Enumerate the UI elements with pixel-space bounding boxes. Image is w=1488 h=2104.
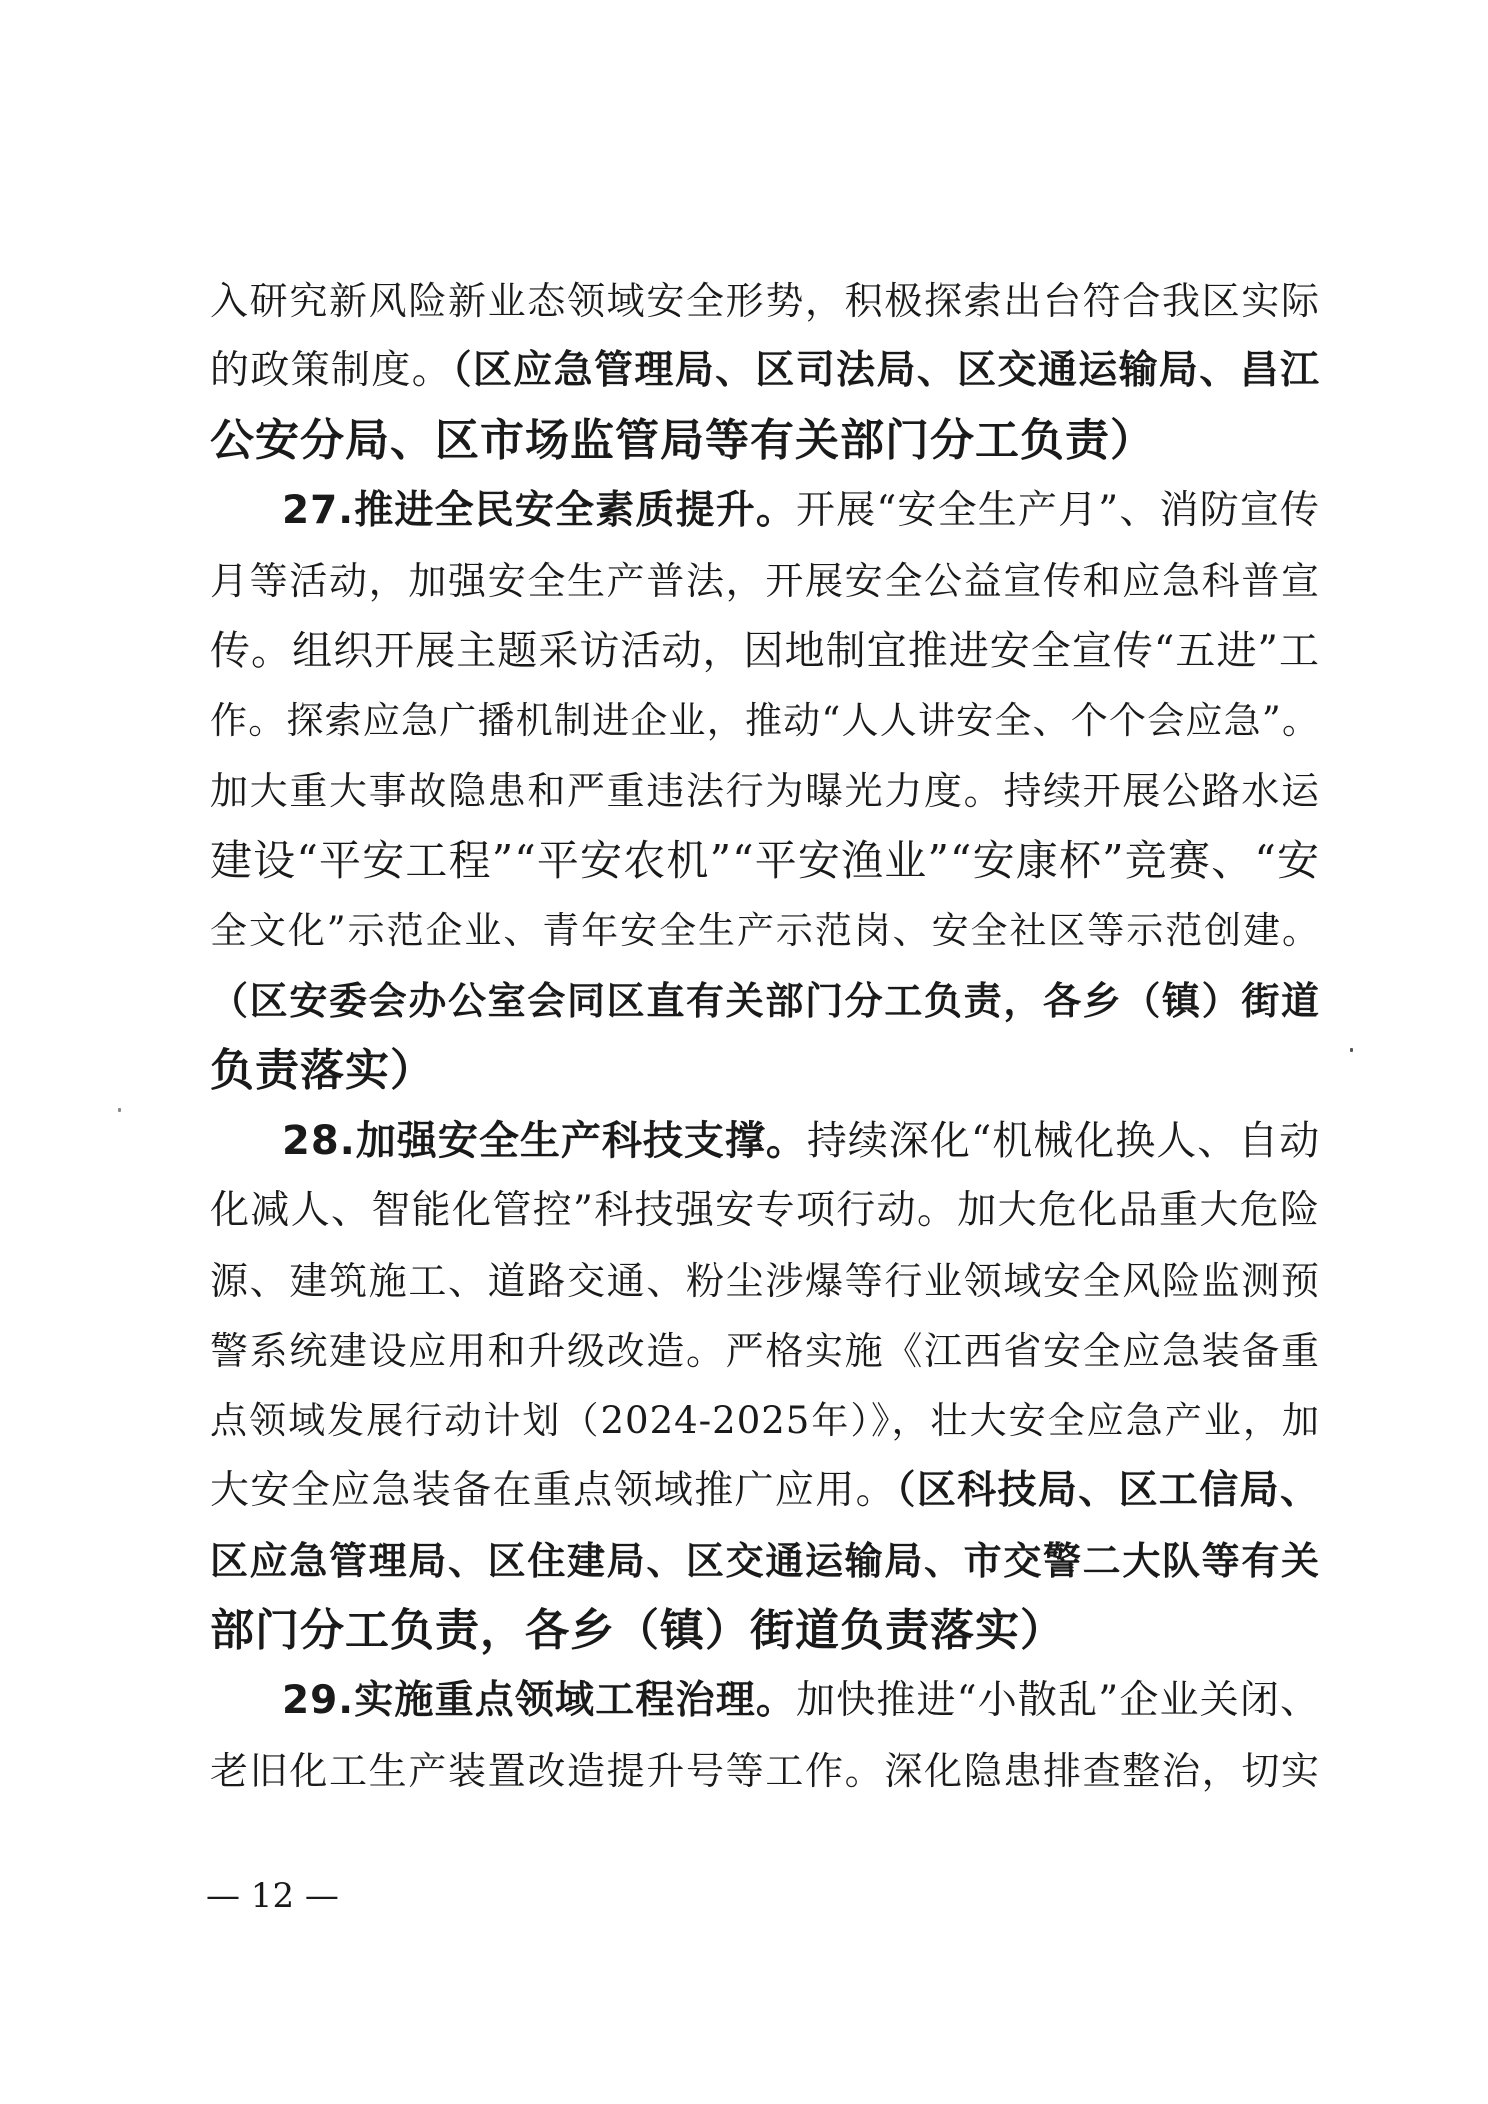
text-line <box>210 831 1320 891</box>
text-segment: 作。探索应急广播机制进企业，推动“人人讲安全、个个会应急”。 <box>210 699 1320 742</box>
text-segment: 月等活动，加强安全生产普法，开展安全公益宣传和应急科普宣 <box>210 559 1320 603</box>
text-line <box>210 971 1320 1031</box>
text-segment: 点领域发展行动计划（2024-2025年）》，壮大安全应急产业，加 <box>210 1399 1320 1442</box>
text-segment: 化减人、智能化管控”科技强安专项行动。加大危化品重大危险 <box>210 1188 1320 1233</box>
item-heading: 29.实施重点领域工程治理。 <box>282 1678 797 1723</box>
text-line <box>282 481 1320 541</box>
text-segment: 警系统建设应用和升级改造。严格实施《江西省安全应急装备重 <box>210 1329 1320 1373</box>
text-line <box>210 1531 1320 1591</box>
text-line <box>210 901 1320 961</box>
text-line <box>210 761 1320 821</box>
text-segment: 老旧化工生产装置改造提升号等工作。深化隐患排查整治，切实 <box>210 1749 1320 1793</box>
text-line <box>210 271 1320 331</box>
text-line <box>210 1181 1320 1241</box>
text-line <box>210 1741 1320 1801</box>
text-segment: 的政策制度。 <box>210 348 453 393</box>
item-heading: 28.加强安全生产科技支撑。 <box>282 1118 807 1164</box>
text-line <box>210 1391 1320 1451</box>
text-line <box>210 691 1320 751</box>
text-line <box>210 1601 1320 1661</box>
responsible-departments: 区应急管理局、区住建局、区交通运输局、市交警二大队等有关 <box>210 1539 1320 1583</box>
text-segment: 传。组织开展主题采访活动，因地制宜推进安全宣传“五进”工 <box>210 628 1320 674</box>
text-segment: 持续深化“机械化换人、自动 <box>806 1118 1321 1164</box>
text-line <box>210 1251 1320 1311</box>
text-segment: 加快推进“小散乱”企业关闭、 <box>796 1678 1320 1723</box>
responsible-departments: 部门分工负责，各乡（镇）街道负责落实） <box>210 1605 1065 1656</box>
scan-speck <box>1350 1048 1353 1052</box>
text-line <box>210 1321 1320 1381</box>
responsible-departments: （区科技局、区工信局、 <box>895 1468 1320 1513</box>
text-segment: 开展“安全生产月”、消防宣传 <box>796 488 1320 533</box>
text-line <box>210 341 1320 401</box>
responsible-departments: 公安分局、区市场监管局等有关部门分工负责） <box>210 415 1155 466</box>
text-line <box>210 551 1320 611</box>
responsible-departments: （区安委会办公室会同区直有关部门分工负责，各乡（镇）街道 <box>210 979 1320 1023</box>
text-line <box>210 1461 1320 1521</box>
responsible-departments: 负责落实） <box>210 1045 435 1096</box>
text-segment: 全文化”示范企业、青年安全生产示范岗、安全社区等示范创建。 <box>210 909 1320 952</box>
text-line <box>210 411 1320 471</box>
text-line <box>282 1671 1320 1731</box>
text-line <box>282 1111 1320 1171</box>
responsible-departments: （区应急管理局、区司法局、区交通运输局、昌江 <box>452 348 1320 393</box>
scan-speck <box>118 1108 121 1112</box>
item-heading: 27.推进全民安全素质提升。 <box>282 488 797 533</box>
text-segment: 源、建筑施工、道路交通、粉尘涉爆等行业领域安全风险监测预 <box>210 1259 1320 1303</box>
text-segment: 入研究新风险新业态领域安全形势，积极探索出台符合我区实际 <box>210 279 1320 323</box>
text-line <box>210 621 1320 681</box>
text-segment: 建设“平安工程”“平安农机”“平安渔业”“安康杯”竞赛、“安 <box>210 836 1320 885</box>
text-segment: 加大重大事故隐患和严重违法行为曝光力度。持续开展公路水运 <box>210 769 1320 813</box>
page-number: — 12 — <box>206 1876 339 1916</box>
text-line <box>210 1041 1320 1101</box>
text-segment: 大安全应急装备在重点领域推广应用。 <box>210 1468 896 1513</box>
